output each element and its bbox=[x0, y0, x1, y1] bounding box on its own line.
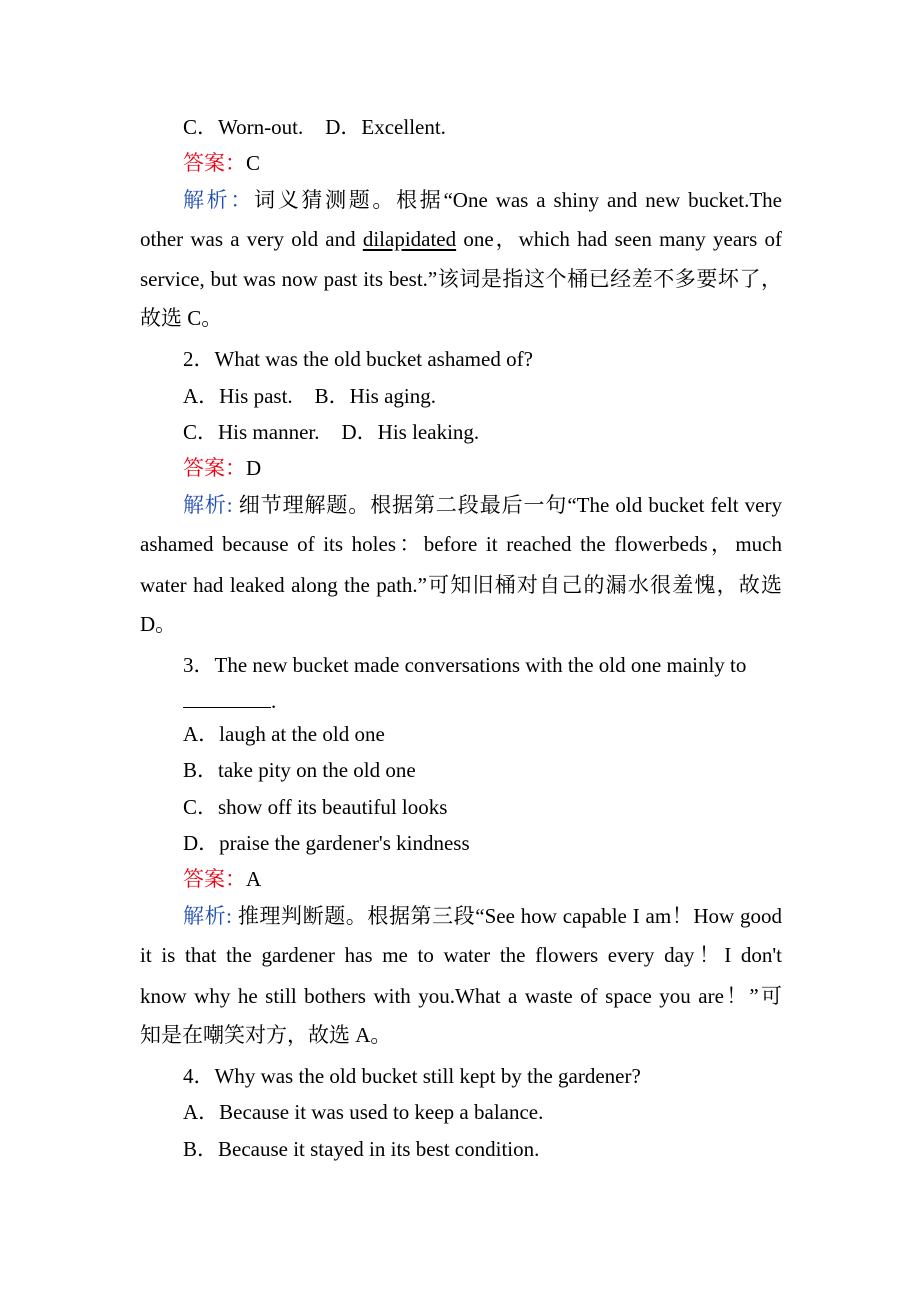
q1-answer-value: C bbox=[246, 151, 261, 175]
answer-label: 答案： bbox=[183, 456, 246, 480]
q3-analysis-line-4: 知是在嘲笑对方，故选 A。 bbox=[140, 1023, 392, 1047]
answer-blank bbox=[183, 689, 271, 708]
answer-label: 答案： bbox=[183, 151, 246, 175]
q3-answer bbox=[183, 866, 782, 892]
q4-option-a: A．Because it was used to keep a balance. bbox=[183, 1100, 544, 1124]
answer-label: 答案： bbox=[183, 867, 246, 891]
q3-stem: 3．The new bucket made conversations with the old one mainly to bbox=[183, 653, 747, 677]
q1-options-cd bbox=[183, 114, 782, 140]
q3-analysis-line-1: 解析: 推理判断题。根据第三段“See how capable I am！How good bbox=[183, 904, 783, 928]
q1-option-d: D．Excellent. bbox=[325, 115, 446, 139]
q1-analysis-line-4: 故选 C。 bbox=[140, 306, 223, 330]
q3-answer-value: A bbox=[246, 867, 262, 891]
q3-analysis-line-3: know why he still bothers with you.What a waste of space you are！”可 bbox=[140, 984, 782, 1008]
underlined-word: dilapidated bbox=[362, 227, 457, 251]
q3-option-d: D．praise the gardener's kindness bbox=[183, 831, 470, 855]
q1-answer bbox=[183, 150, 782, 176]
q2-answer-value: D bbox=[246, 456, 262, 480]
q2-option-a: A．His past. bbox=[183, 384, 293, 408]
q3-stem-blank-line: . bbox=[183, 688, 782, 714]
q4-option-b: B．Because it stayed in its best condition. bbox=[183, 1137, 540, 1161]
q1-analysis-line-2: other was a very old and dilapidated one，which had seen many years of bbox=[140, 227, 782, 251]
q2-analysis-line-1: 解析: 细节理解题。根据第二段最后一句“The old bucket felt very bbox=[183, 493, 782, 517]
analysis-label: 解析： bbox=[183, 188, 255, 212]
analysis-label: 解析: bbox=[183, 493, 233, 517]
q3-option-b: B．take pity on the old one bbox=[183, 758, 416, 782]
q1-analysis-line-1: 解析：词义猜测题。根据“One was a shiny and new bucket.The bbox=[183, 188, 783, 212]
q4-stem: 4．Why was the old bucket still kept by the gardener? bbox=[183, 1064, 641, 1088]
q3-option-a: A．laugh at the old one bbox=[183, 722, 385, 746]
q1-option-c: C．Worn-out. bbox=[183, 115, 304, 139]
q1-analysis-line-3: service, but was now past its best.”该词是指这个桶已经差不多要坏了， bbox=[140, 267, 782, 291]
q2-options-ab bbox=[183, 383, 782, 409]
q3-option-c: C．show off its beautiful looks bbox=[183, 795, 448, 819]
q2-analysis-line-3: water had leaked along the path.”可知旧桶对自己的漏水很羞愧，故选 bbox=[140, 573, 782, 597]
q2-option-c: C．His manner. bbox=[183, 420, 320, 444]
q3-analysis-line-2: it is that the gardener has me to water the flowers every day！I don't bbox=[140, 943, 782, 967]
q2-option-b: B．His aging. bbox=[314, 384, 437, 408]
q2-analysis-line-2: ashamed because of its holes：before it reached the flowerbeds，much bbox=[140, 532, 782, 556]
q2-stem: 2．What was the old bucket ashamed of? bbox=[183, 347, 533, 371]
q2-options-cd bbox=[183, 419, 782, 445]
q2-option-d: D．His leaking. bbox=[341, 420, 480, 444]
analysis-label: 解析: bbox=[183, 904, 233, 928]
q2-analysis-line-4: D。 bbox=[140, 612, 177, 636]
q2-answer bbox=[183, 455, 782, 481]
